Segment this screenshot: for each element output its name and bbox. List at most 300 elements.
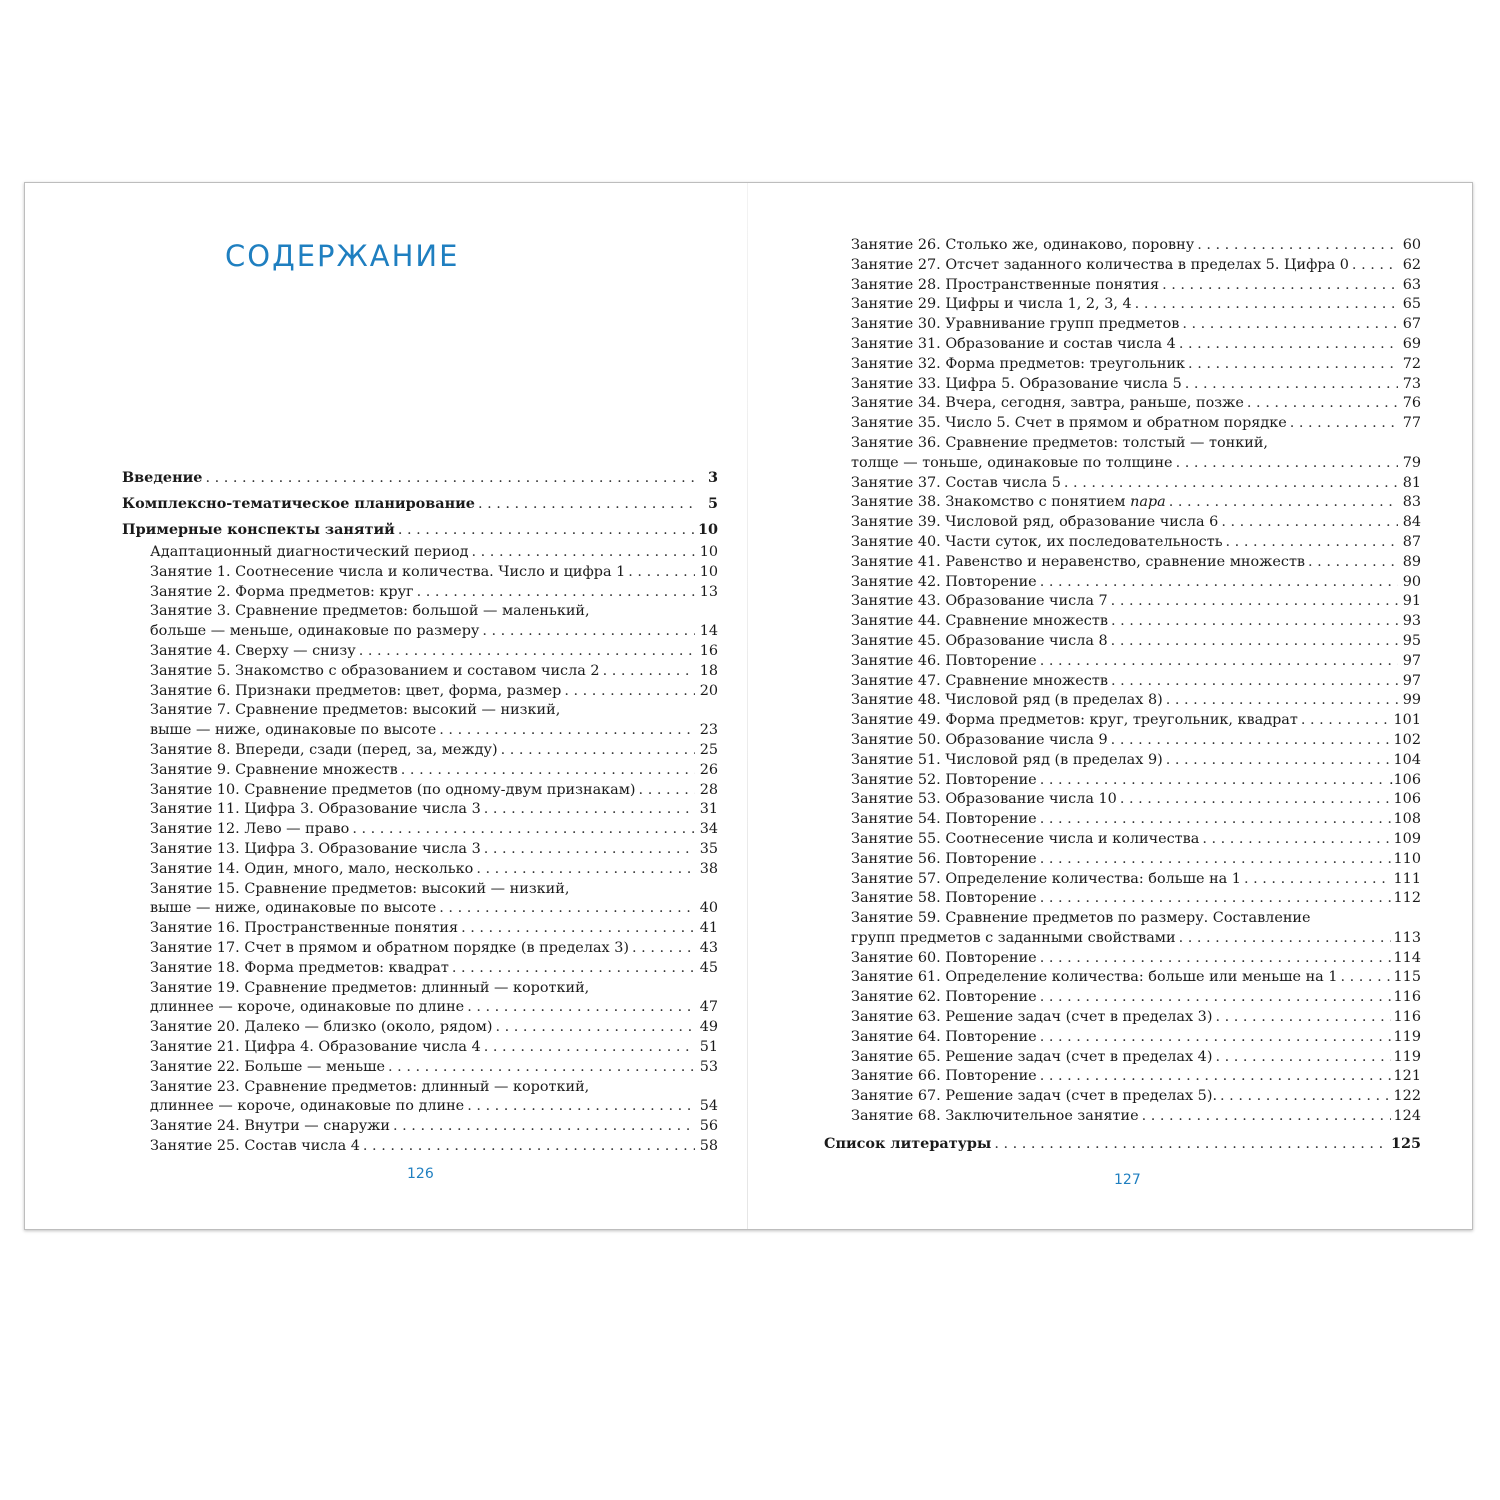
toc-entry-page: 54 — [699, 1098, 718, 1115]
toc-entry-title: Занятие 25. Состав числа 4 — [150, 1137, 360, 1154]
toc-entry[interactable] — [851, 236, 1421, 256]
toc-entry[interactable] — [122, 1078, 718, 1118]
toc-leader-dots — [359, 642, 695, 662]
toc-entry-title: Занятие 28. Пространственные понятия — [851, 276, 1160, 293]
toc-entry[interactable] — [122, 800, 718, 820]
toc-entry-row — [851, 889, 1421, 909]
toc-entry-page: .106 — [1388, 771, 1421, 788]
toc-entry-title: Занятие 30. Уравнивание групп предметов — [851, 316, 1180, 333]
toc-entry-title: Занятие 68. Заключительное занятие — [851, 1108, 1139, 1125]
toc-entry[interactable] — [122, 1018, 718, 1038]
toc-leader-dots — [1040, 771, 1386, 791]
toc-leader-dots — [628, 563, 695, 583]
toc-entry-page: 41 — [699, 920, 718, 937]
toc-entry-row — [122, 800, 718, 820]
toc-leader-dots — [1352, 256, 1398, 276]
toc-entry-page: 83 — [1402, 494, 1421, 511]
toc-leader-dots — [1188, 355, 1398, 375]
toc-leader-dots — [1040, 652, 1398, 672]
toc-leader-dots — [1179, 335, 1398, 355]
toc-entry-row — [122, 543, 718, 563]
toc-entry-row — [851, 850, 1421, 870]
toc-entry-page: 89 — [1402, 553, 1421, 570]
toc-entry[interactable] — [851, 295, 1421, 315]
toc-entry[interactable] — [122, 939, 718, 959]
toc-leader-dots — [1247, 394, 1398, 414]
toc-entry-row — [122, 563, 718, 583]
toc-entry-row — [851, 929, 1421, 949]
toc-entry-page: 113 — [1393, 929, 1421, 946]
toc-entry-page: 38 — [699, 860, 718, 877]
toc-entry[interactable] — [851, 375, 1421, 395]
toc-leader-dots — [1166, 751, 1391, 771]
toc-entry[interactable] — [122, 781, 718, 801]
toc-entry-row — [851, 1067, 1421, 1087]
toc-leader-dots — [632, 939, 695, 959]
page-number-right: 127 — [1114, 1172, 1141, 1188]
toc-entry[interactable] — [851, 830, 1421, 850]
toc-entry-page: 10 — [697, 521, 718, 538]
toc-leader-dots — [1040, 889, 1391, 909]
toc-entry-page: 110 — [1393, 850, 1421, 867]
toc-leader-dots — [1221, 513, 1398, 533]
toc-leader-dots — [452, 959, 695, 979]
toc-entry-page: 56 — [699, 1118, 718, 1135]
toc-leader-dots — [1220, 1087, 1391, 1107]
toc-entry-page: 16 — [699, 642, 718, 659]
toc-entry[interactable] — [851, 592, 1421, 612]
toc-entry-row — [851, 493, 1421, 513]
toc-entry-page: 84 — [1402, 514, 1421, 531]
toc-entry-title: Занятие 44. Сравнение множеств — [851, 613, 1108, 630]
toc-entry[interactable] — [851, 493, 1421, 513]
toc-entry[interactable] — [851, 355, 1421, 375]
toc-leader-dots — [393, 1117, 695, 1137]
toc-leader-dots — [1185, 375, 1398, 395]
toc-entry[interactable] — [851, 790, 1421, 810]
toc-entry-title: Занятие 32. Форма предметов: треугольник — [851, 355, 1186, 372]
toc-entry-title: Занятие 61. Определение количества: больше или меньше на 1 — [851, 969, 1338, 986]
toc-entry-title: Занятие 55. Соотнесение числа и количества — [851, 830, 1200, 847]
toc-entry-row — [851, 612, 1421, 632]
toc-entry-title: Занятие 27. Отсчет заданного количества в пределах 5. Цифра 0 — [851, 256, 1349, 273]
toc-entry-title: Занятие 67. Решение задач (счет в пределах 5). — [851, 1088, 1218, 1105]
toc-leader-dots — [398, 518, 695, 543]
toc-entry-row — [851, 691, 1421, 711]
toc-entry[interactable] — [851, 672, 1421, 692]
toc-entry[interactable] — [851, 573, 1421, 593]
toc-entry[interactable] — [851, 711, 1421, 731]
toc-leader-dots — [484, 800, 695, 820]
toc-entry[interactable] — [851, 315, 1421, 335]
toc-entry-page: 116 — [1393, 1009, 1421, 1026]
toc-entry-title: Занятие 8. Впереди, сзади (перед, за, между) — [150, 741, 498, 758]
toc-entry[interactable] — [122, 840, 718, 860]
toc-entry-page: 69 — [1402, 335, 1421, 352]
toc-entry[interactable] — [851, 751, 1421, 771]
toc-entry-row — [851, 573, 1421, 593]
toc-entry-page: 93 — [1402, 613, 1421, 630]
toc-entry-title: Занятие 38. Знакомство с понятием — [851, 494, 1131, 511]
toc-entry[interactable] — [122, 682, 718, 702]
toc-entry-page: 79 — [1402, 454, 1421, 471]
toc-leader-dots — [1301, 711, 1391, 731]
toc-entry-page: 77 — [1402, 415, 1421, 432]
toc-entry-page: 53 — [699, 1058, 718, 1075]
toc-entry-title: Комплексно-тематическое планирование — [122, 495, 475, 512]
toc-entry-title-cont: выше — ниже, одинаковые по высоте — [150, 900, 437, 917]
toc-entry-page: 47 — [699, 999, 718, 1016]
toc-entry-page: 119 — [1393, 1048, 1421, 1065]
toc-entry[interactable] — [122, 761, 718, 781]
toc-entry-page: 31 — [699, 801, 718, 818]
toc-entry[interactable] — [122, 1038, 718, 1058]
toc-leader-dots — [484, 1038, 695, 1058]
toc-entry[interactable] — [851, 968, 1421, 988]
toc-entry-row — [851, 870, 1421, 890]
toc-entry[interactable] — [851, 394, 1421, 414]
page-title: СОДЕРЖАНИЕ — [225, 239, 460, 273]
toc-entry-row — [851, 236, 1421, 256]
toc-entry-page: 5 — [707, 495, 718, 512]
toc-entry-page: 122 — [1393, 1088, 1421, 1105]
toc-entry[interactable] — [122, 919, 718, 939]
toc-entry-row — [851, 533, 1421, 553]
toc-entry-row — [122, 721, 718, 741]
toc-entry-page: 116 — [1393, 989, 1421, 1006]
toc-entry[interactable] — [851, 850, 1421, 870]
toc-entry-page: 34 — [699, 821, 718, 838]
toc-leader-dots — [352, 820, 695, 840]
toc-entry-title: Занятие 65. Решение задач (счет в пределах 4) — [851, 1048, 1213, 1065]
toc-entry[interactable] — [122, 543, 718, 563]
toc-entry-row — [851, 1008, 1421, 1028]
toc-entry-title-cont: длиннее — короче, одинаковые по длине — [150, 1098, 465, 1115]
toc-leader-dots — [1111, 731, 1391, 751]
toc-leader-dots — [1179, 929, 1391, 949]
toc-entry-page: 67 — [1402, 316, 1421, 333]
toc-entry[interactable] — [851, 474, 1421, 494]
toc-leader-dots — [1215, 1008, 1390, 1028]
toc-entry[interactable] — [851, 1067, 1421, 1087]
toc-entry[interactable] — [851, 988, 1421, 1008]
toc-leader-dots — [1040, 988, 1391, 1008]
toc-entry-row — [122, 1137, 718, 1157]
toc-entry-row — [122, 899, 718, 919]
toc-entry-row — [122, 939, 718, 959]
toc-entry-row — [851, 830, 1421, 850]
toc-entry[interactable] — [824, 1131, 1421, 1157]
toc-entry-title: Занятие 34. Вчера, сегодня, завтра, раньше, позже — [851, 395, 1244, 412]
toc-entry[interactable] — [851, 434, 1421, 474]
toc-entry-row — [122, 662, 718, 682]
toc-entry-page: 14 — [699, 623, 718, 640]
toc-entry-page: 119 — [1393, 1028, 1421, 1045]
toc-entry[interactable] — [851, 731, 1421, 751]
toc-entry-title: Занятие 11. Цифра 3. Образование числа 3 — [150, 801, 481, 818]
toc-leader-dots — [1040, 1067, 1391, 1087]
toc-entry[interactable] — [851, 513, 1421, 533]
toc-entry-page: 73 — [1402, 375, 1421, 392]
toc-entry-title: Занятие 36. Сравнение предметов: толстый — тонкий, — [851, 434, 1268, 451]
toc-entry-title: Занятие 66. Повторение — [851, 1068, 1037, 1085]
toc-entry[interactable] — [122, 1137, 718, 1157]
toc-entry-title: Примерные конспекты занятий — [122, 521, 395, 538]
toc-entry-title: Занятие 31. Образование и состав числа 4 — [851, 335, 1176, 352]
toc-entry[interactable] — [851, 949, 1421, 969]
toc-leader-dots — [1308, 553, 1398, 573]
toc-entry-title: Занятие 15. Сравнение предметов: высокий — низкий, — [150, 880, 570, 897]
toc-leader-dots — [461, 919, 695, 939]
toc-entry-title: Занятие 57. Определение количества: больше на 1 — [851, 870, 1241, 887]
toc-entry-row — [851, 414, 1421, 434]
toc-entry-page: 81 — [1402, 474, 1421, 491]
toc-entry-row — [122, 860, 718, 880]
toc-entry-row — [851, 711, 1421, 731]
toc-leader-dots — [603, 662, 695, 682]
toc-entry-page: 125 — [1390, 1134, 1421, 1152]
toc-entry-page: 13 — [699, 583, 718, 600]
toc-entry-page: 101 — [1393, 712, 1421, 729]
toc-entry[interactable] — [851, 810, 1421, 830]
toc-entry-title-cont: больше — меньше, одинаковые по размеру — [150, 623, 480, 640]
toc-entry[interactable] — [122, 1117, 718, 1137]
toc-entry[interactable] — [122, 563, 718, 583]
toc-entry-title: Занятие 21. Цифра 4. Образование числа 4 — [150, 1038, 481, 1055]
toc-entry-title: Занятие 5. Знакомство с образованием и составом числа 2 — [150, 662, 600, 679]
toc-leader-dots — [476, 860, 695, 880]
toc-entry-page: 109 — [1393, 830, 1421, 847]
toc-entry-page: 25 — [699, 741, 718, 758]
toc-entry-title: Занятие 29. Цифры и числа 1, 2, 3, 4 — [851, 296, 1132, 313]
toc-leader-dots — [1215, 1048, 1390, 1068]
toc-entry-row — [122, 840, 718, 860]
toc-entry-title: Занятие 33. Цифра 5. Образование числа 5 — [851, 375, 1182, 392]
toc-leader-dots — [1040, 949, 1391, 969]
toc-leader-dots — [1142, 1107, 1391, 1127]
toc-entry-title: Занятие 40. Части суток, их последовательность — [851, 533, 1223, 550]
toc-entry-row — [851, 810, 1421, 830]
toc-entry-title: Занятие 7. Сравнение предметов: высокий — низкий, — [150, 702, 561, 719]
toc-entry-row — [122, 1097, 718, 1117]
toc-entry-row — [851, 276, 1421, 296]
toc-leader-dots — [1135, 295, 1398, 315]
toc-leader-dots — [1111, 632, 1398, 652]
toc-entry-row — [851, 256, 1421, 276]
toc-entry[interactable] — [122, 741, 718, 761]
toc-entry-title: Занятие 62. Повторение — [851, 989, 1037, 1006]
toc-leader-dots — [1226, 533, 1398, 553]
toc-entry-row — [122, 741, 718, 761]
toc-entry-title: Занятие 46. Повторение — [851, 652, 1037, 669]
toc-entry[interactable] — [122, 583, 718, 603]
toc-entry-title: Занятие 14. Один, много, мало, несколько — [150, 860, 474, 877]
toc-entry-title: Занятие 64. Повторение — [851, 1028, 1037, 1045]
toc-entry-page: 72 — [1402, 355, 1421, 372]
toc-entry-page: 40 — [699, 900, 718, 917]
toc-entry[interactable] — [851, 256, 1421, 276]
toc-entry-row — [122, 465, 718, 491]
toc-entry-page: 10 — [699, 563, 718, 580]
toc-entry[interactable] — [851, 1028, 1421, 1048]
toc-entry-row — [851, 355, 1421, 375]
toc-leader-dots — [495, 1018, 695, 1038]
toc-entry[interactable] — [851, 771, 1421, 791]
toc-entry-page: 60 — [1402, 237, 1421, 253]
toc-leader-dots — [501, 741, 695, 761]
toc-entry-page: 124 — [1393, 1108, 1421, 1125]
toc-entry[interactable] — [122, 820, 718, 840]
toc-entry-row — [122, 998, 718, 1018]
toc-entry[interactable] — [851, 335, 1421, 355]
toc-entry[interactable] — [851, 612, 1421, 632]
toc-leader-dots — [417, 583, 695, 603]
toc-leader-dots — [478, 492, 695, 517]
toc-entry[interactable] — [122, 701, 718, 741]
toc-entry-title: Занятие 18. Форма предметов: квадрат — [150, 959, 449, 976]
toc-entry-row — [851, 454, 1421, 474]
toc-entry-row — [851, 652, 1421, 672]
toc-leader-dots — [472, 543, 696, 563]
toc-entry-page: 104 — [1393, 751, 1421, 768]
toc-entry-page: 112 — [1393, 890, 1421, 907]
toc-leader-dots — [1169, 493, 1398, 513]
toc-entry-title: Занятие 63. Решение задач (счет в пределах 3) — [851, 1009, 1213, 1026]
toc-leader-dots — [467, 998, 695, 1018]
toc-leader-dots — [1166, 691, 1398, 711]
toc-entry-page: 121 — [1393, 1068, 1421, 1085]
toc-entry[interactable] — [851, 1048, 1421, 1068]
toc-leader-dots — [1244, 870, 1391, 890]
toc-entry-title: Занятие 35. Число 5. Счет в прямом и обратном порядке — [851, 415, 1287, 432]
toc-entry-page: 65 — [1402, 296, 1421, 313]
toc-entry-row — [122, 820, 718, 840]
toc-entry[interactable] — [122, 465, 718, 491]
toc-entry-page: 26 — [699, 761, 718, 778]
toc-entry-page: 95 — [1402, 632, 1421, 649]
toc-entry-row — [824, 1131, 1421, 1157]
toc-entry[interactable] — [122, 602, 718, 642]
toc-leader-dots — [1176, 454, 1398, 474]
toc-entry[interactable] — [851, 632, 1421, 652]
toc-entry-page: 115 — [1393, 969, 1421, 986]
toc-entry-title: Занятие 6. Признаки предметов: цвет, форма, размер — [150, 682, 562, 699]
toc-leader-dots — [1040, 573, 1398, 593]
toc-entry-title: Занятие 10. Сравнение предметов (по одному-двум признакам) — [150, 781, 636, 798]
toc-entry-page: 97 — [1402, 672, 1421, 689]
toc-entry[interactable] — [851, 691, 1421, 711]
toc-entry-title: Занятие 22. Больше — меньше — [150, 1058, 386, 1075]
toc-entry-page: 18 — [699, 662, 718, 679]
toc-entry[interactable] — [851, 909, 1421, 949]
toc-entry[interactable] — [851, 276, 1421, 296]
toc-entry-title: Занятие 41. Равенство и неравенство, сравнение множеств — [851, 553, 1306, 570]
toc-leader-dots — [1162, 276, 1398, 296]
toc-entry-page: 90 — [1402, 573, 1421, 590]
toc-entry-row — [122, 622, 718, 642]
toc-entry[interactable] — [851, 553, 1421, 573]
toc-entry-row — [122, 642, 718, 662]
toc-entry[interactable] — [122, 642, 718, 662]
toc-leader-dots — [1340, 968, 1390, 988]
toc-entry-title: Занятие 39. Числовой ряд, образование числа 6 — [851, 514, 1219, 531]
toc-leader-dots — [205, 466, 695, 491]
toc-entry-row — [122, 583, 718, 603]
toc-entry[interactable] — [122, 662, 718, 682]
toc-entry-page: 3 — [707, 469, 718, 486]
toc-leader-dots — [401, 761, 695, 781]
toc-entry[interactable] — [122, 1058, 718, 1078]
toc-entry-title: Занятие 26. Столько же, одинаково, поровну — [851, 237, 1195, 253]
toc-leader-dots — [439, 721, 695, 741]
toc-entry-row — [851, 1107, 1421, 1127]
toc-entry-title: Занятие 16. Пространственные понятия — [150, 920, 459, 937]
toc-entry-page: 76 — [1402, 395, 1421, 412]
toc-entry[interactable] — [851, 533, 1421, 553]
toc-entry-row — [851, 394, 1421, 414]
toc-entry-page: 102 — [1393, 731, 1421, 748]
toc-leader-dots — [564, 682, 695, 702]
toc-entry-title: Занятие 9. Сравнение множеств — [150, 761, 398, 778]
toc-entry-page: 23 — [699, 722, 718, 739]
toc-entry-page: 20 — [699, 682, 718, 699]
toc-entry[interactable] — [851, 870, 1421, 890]
toc-entry-row — [851, 731, 1421, 751]
toc-entry-title: Занятие 42. Повторение — [851, 573, 1037, 590]
toc-entry-title: Список литературы — [824, 1134, 992, 1152]
toc-entry-row — [122, 1058, 718, 1078]
toc-entry-row — [851, 1087, 1421, 1107]
toc-entry[interactable] — [122, 880, 718, 920]
toc-entry-row — [122, 517, 718, 543]
toc-entry-row — [122, 919, 718, 939]
left-page — [25, 183, 747, 1229]
toc-entry-page: 106 — [1393, 791, 1421, 808]
toc-entry-row — [122, 761, 718, 781]
toc-entry[interactable] — [122, 959, 718, 979]
toc-entry-row — [122, 1018, 718, 1038]
toc-entry-page: 114 — [1393, 949, 1421, 966]
toc-leader-dots — [467, 1097, 695, 1117]
toc-entry-row — [851, 771, 1421, 791]
toc-entry[interactable] — [851, 414, 1421, 434]
toc-entry-row — [122, 682, 718, 702]
toc-entry[interactable] — [851, 1008, 1421, 1028]
toc-entry-page: 91 — [1402, 593, 1421, 610]
toc-entry-page: 43 — [699, 939, 718, 956]
toc-entry[interactable] — [122, 979, 718, 1019]
toc-entry-title: Занятие 54. Повторение — [851, 811, 1037, 828]
toc-entry-row — [122, 781, 718, 801]
toc-entry-page: 10 — [699, 544, 718, 560]
toc-entry-row — [122, 959, 718, 979]
toc-entry-title: Введение — [122, 469, 203, 486]
toc-entry[interactable] — [851, 889, 1421, 909]
toc-entry[interactable] — [851, 1087, 1421, 1107]
toc-entry-title: Занятие 48. Числовой ряд (в пределах 8) — [851, 692, 1163, 709]
toc-entry[interactable] — [122, 517, 718, 543]
toc-entry[interactable] — [122, 491, 718, 517]
toc-entry-title: Занятие 23. Сравнение предметов: длинный — короткий, — [150, 1078, 590, 1095]
toc-entry[interactable] — [122, 860, 718, 880]
toc-entry[interactable] — [851, 652, 1421, 672]
toc-entry-title: Занятие 17. Счет в прямом и обратном порядке (в пределах 3) — [150, 939, 630, 956]
toc-entry-page: 62 — [1402, 256, 1421, 273]
toc-leader-dots — [388, 1058, 695, 1078]
toc-list-right — [824, 236, 1421, 1157]
toc-entry[interactable] — [851, 1107, 1421, 1127]
toc-entry-title-cont: групп предметов с заданными свойствами — [851, 929, 1176, 946]
